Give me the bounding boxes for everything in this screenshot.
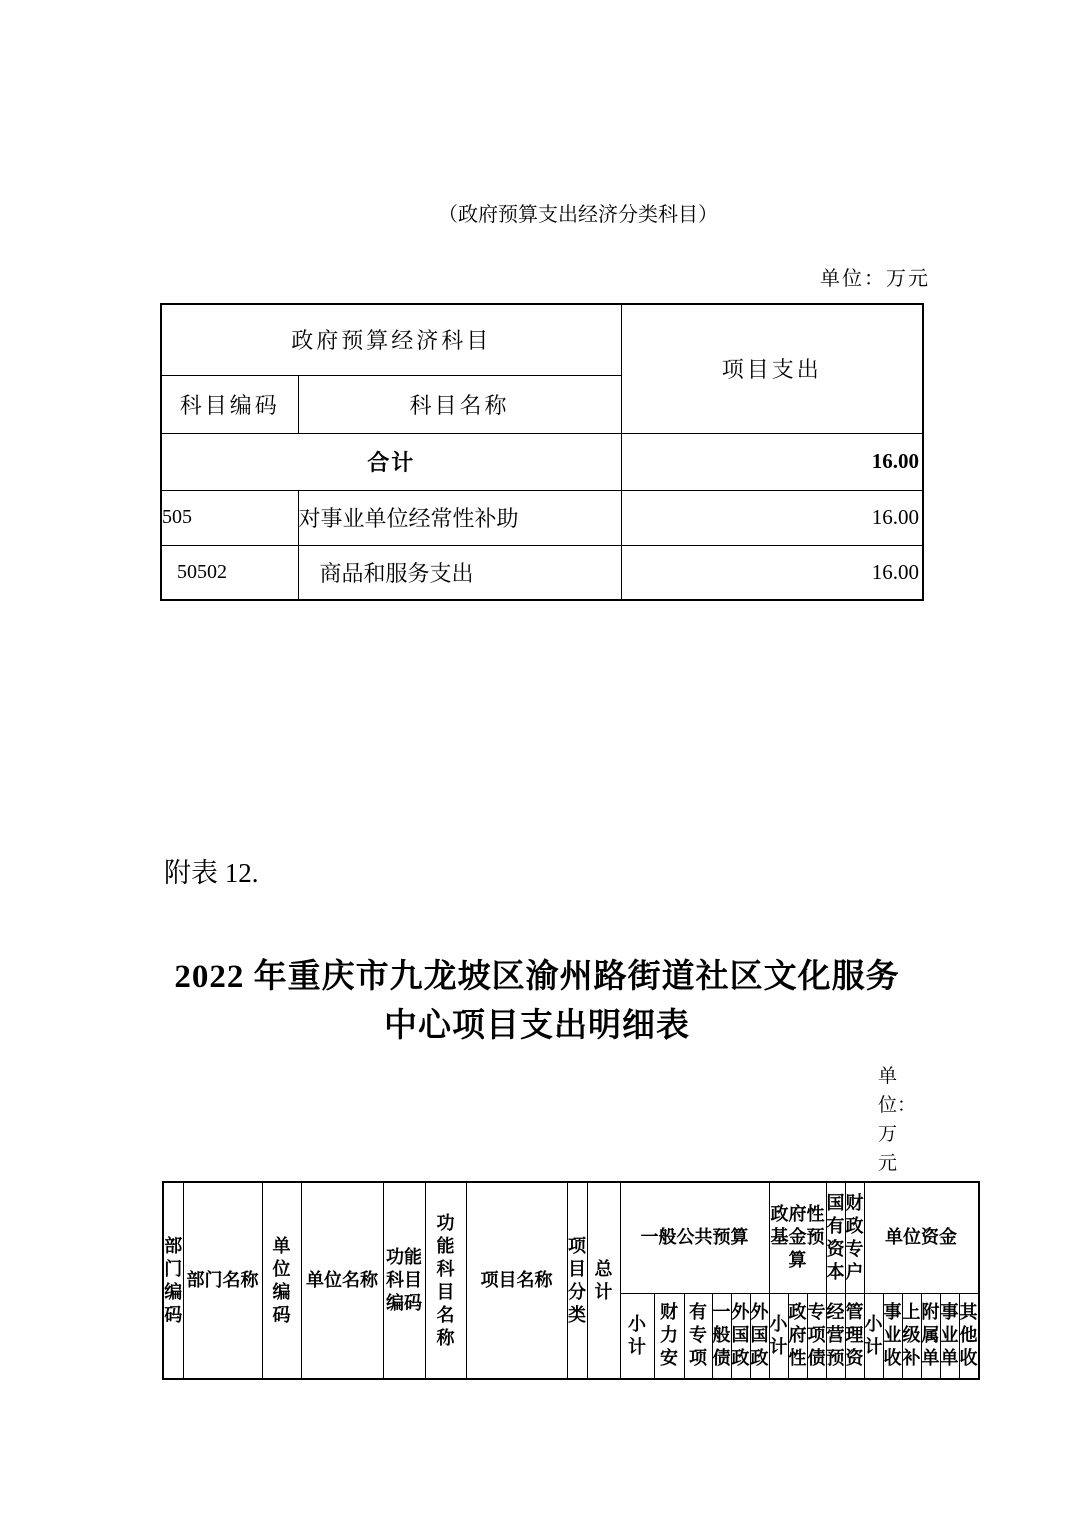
col-gfb-subtotal: 小计 <box>769 1293 788 1379</box>
group-unit-funds: 单位资金 <box>864 1182 979 1293</box>
col-uf-subtotal: 小计 <box>864 1293 883 1379</box>
econ-row-name: 商品和服务支出 <box>298 545 621 600</box>
econ-header-row-1 <box>161 304 923 375</box>
page-title <box>160 953 914 1051</box>
economic-classification-table <box>160 303 924 601</box>
col-gfb-gov-fund: 政府性 <box>788 1293 807 1379</box>
page-title-line-1: 2022 年重庆市九龙坡区渝州路街道社区文化服务 <box>174 959 900 995</box>
col-gpb-special: 有专项 <box>684 1293 712 1379</box>
col-func-name: 功能科目名称 <box>425 1182 466 1379</box>
econ-total-label: 合计 <box>161 433 621 490</box>
econ-row-code: 50502 <box>161 545 298 600</box>
econ-col-code: 科目编码 <box>161 375 298 433</box>
table-row-total <box>161 433 923 490</box>
table-row <box>161 490 923 545</box>
page-subtitle: （政府预算支出经济分类科目） <box>438 204 718 226</box>
col-uf-affiliated-unit: 附属单 <box>921 1293 940 1379</box>
col-state-capital-operating: 经营预 <box>826 1293 845 1379</box>
col-fiscal-account: 财政专户 <box>845 1182 864 1293</box>
col-unit-name: 单位名称 <box>301 1182 383 1379</box>
unit-note-vertical: 单位：万元 <box>878 1066 917 1174</box>
col-dept-name: 部门名称 <box>183 1182 262 1379</box>
col-project-name: 项目名称 <box>466 1182 567 1379</box>
econ-row-code: 505 <box>161 490 298 545</box>
col-gpb-fiscal: 财力安 <box>654 1293 684 1379</box>
unit-note: 单位：万元 <box>820 268 930 290</box>
col-gpb-general-bond: 一般债 <box>712 1293 731 1379</box>
col-unit-code: 单位编码 <box>262 1182 301 1379</box>
col-dept-code: 部门编码 <box>163 1182 183 1379</box>
col-uf-business-income: 事业收 <box>883 1293 902 1379</box>
econ-col-name: 科目名称 <box>298 375 621 433</box>
econ-row-name: 对事业单位经常性补助 <box>298 490 621 545</box>
table-row <box>161 545 923 600</box>
econ-total-value: 16.00 <box>621 433 923 490</box>
col-gfb-special-bond: 专项债 <box>807 1293 826 1379</box>
col-uf-superior-subsidy: 上级补 <box>902 1293 921 1379</box>
econ-group-header: 政府预算经济科目 <box>161 304 621 375</box>
col-state-capital: 国有资本 <box>826 1182 845 1293</box>
col-uf-other-income: 其他收 <box>959 1293 979 1379</box>
col-uf-business-unit: 事业单 <box>940 1293 959 1379</box>
group-general-public-budget: 一般公共预算 <box>620 1182 769 1293</box>
appendix-label: 附表 12. <box>164 858 259 888</box>
col-grand-total: 总计 <box>587 1182 620 1379</box>
col-fiscal-account-managed: 管理资 <box>845 1293 864 1379</box>
econ-row-value: 16.00 <box>621 490 923 545</box>
page-title-line-2: 中心项目支出明细表 <box>384 1008 690 1044</box>
project-expenditure-detail-table <box>162 1181 980 1380</box>
col-func-code: 功能科目编码 <box>383 1182 425 1379</box>
col-gpb-foreign-gov-2: 外国政 <box>750 1293 769 1379</box>
econ-col-expense: 项目支出 <box>621 304 923 433</box>
col-gpb-foreign-gov-1: 外国政 <box>731 1293 750 1379</box>
col-project-class: 项目分类 <box>567 1182 587 1379</box>
col-gpb-subtotal: 小计 <box>620 1293 654 1379</box>
econ-row-value: 16.00 <box>621 545 923 600</box>
detail-header-row-1 <box>163 1182 979 1293</box>
group-gov-fund-budget: 政府性基金预算 <box>769 1182 826 1293</box>
